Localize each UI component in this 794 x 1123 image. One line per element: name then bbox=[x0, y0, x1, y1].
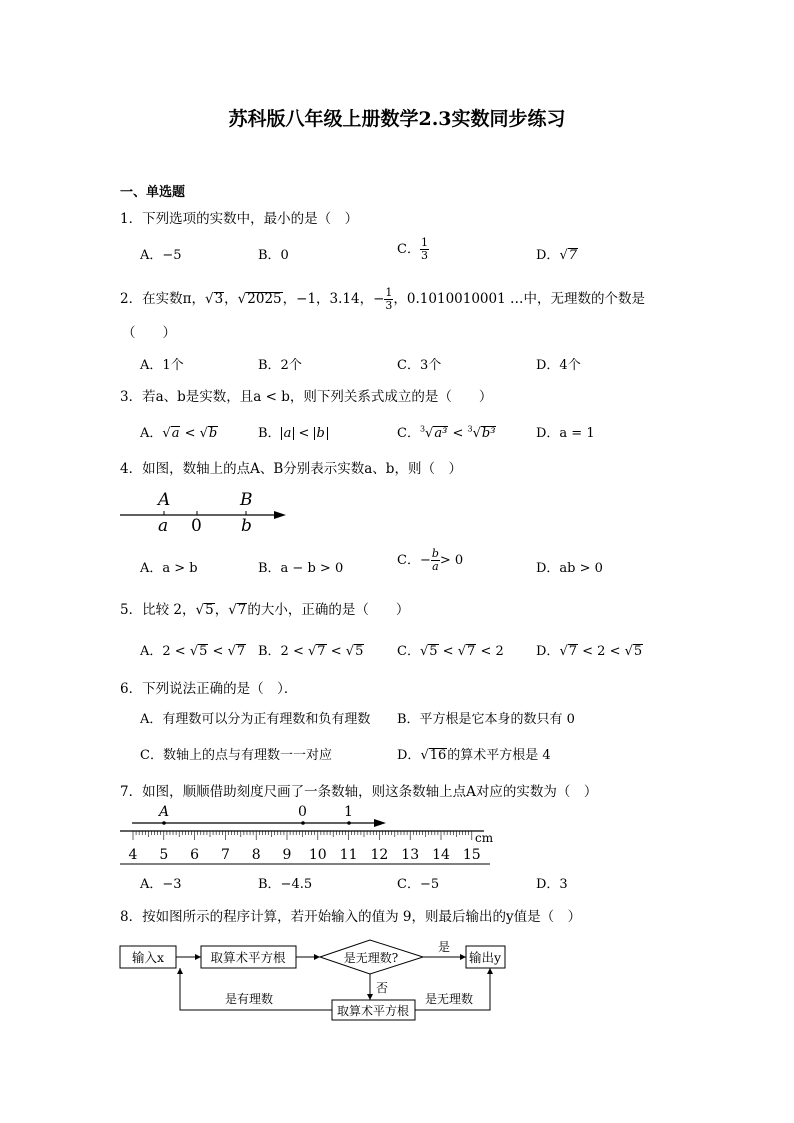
q3-option-a-prefix: A． bbox=[140, 426, 163, 441]
question-7-stem: 7．如图，顺顺借助刻度尺画了一条数轴，则这条数轴上点A对应的实数为（ ） bbox=[120, 784, 598, 800]
q1-frac-den: 3 bbox=[420, 249, 428, 262]
q6-option-d bbox=[397, 744, 551, 763]
q5-sep: ， bbox=[214, 602, 229, 618]
q1-option-d bbox=[536, 244, 578, 263]
question-6-stem: 6．下列说法正确的是（ ）． bbox=[120, 681, 298, 697]
ruler-tick-label: 8 bbox=[251, 847, 261, 863]
q4-frac-den: a bbox=[432, 560, 439, 573]
q4-option-c bbox=[397, 548, 463, 573]
ruler-tick-label: 5 bbox=[159, 847, 169, 863]
q3-option-b-prefix: B． bbox=[258, 426, 281, 441]
flow-yes-label: 是 bbox=[438, 940, 451, 954]
sqrt-icon: √ bbox=[419, 644, 429, 659]
q7-option-c: C．−5 bbox=[397, 877, 440, 892]
section-heading: 一、单选题 bbox=[120, 185, 186, 200]
q5-stem-b: 的大小，正确的是（ ） bbox=[247, 602, 410, 618]
q2-option-b: B．2个 bbox=[258, 358, 302, 373]
ruler-tick-label: 15 bbox=[462, 847, 481, 863]
q2-option-a: A．1个 bbox=[140, 358, 184, 373]
q4-label-B: B bbox=[240, 490, 253, 510]
q3-c-index-2: 3 bbox=[467, 424, 473, 434]
q3-c-left: a³ bbox=[434, 426, 448, 441]
q4-option-b: B．a − b > 0 bbox=[258, 561, 344, 576]
q2-option-d: D．4个 bbox=[536, 358, 581, 373]
ruler-tick-label: 4 bbox=[128, 847, 138, 863]
q7-point-zero bbox=[301, 821, 305, 825]
q2-root-2025: 2025 bbox=[247, 291, 282, 307]
sqrt-icon: √ bbox=[308, 644, 317, 659]
sqrt-icon: √ bbox=[472, 426, 481, 441]
q1-frac-num: 1 bbox=[420, 236, 428, 249]
q5-root-5: 5 bbox=[205, 602, 214, 618]
q5-c-mid: < bbox=[442, 644, 454, 659]
q4-fraction bbox=[431, 548, 440, 573]
ruler-tick-label: 11 bbox=[339, 847, 358, 863]
q5-option-d bbox=[536, 640, 643, 659]
q2-stem-a: 2．在实数 bbox=[120, 291, 183, 307]
ruler-tick-label: 14 bbox=[432, 847, 450, 863]
q7-label-one: 1 bbox=[344, 804, 353, 820]
flow-sqrt1-label: 取算术平方根 bbox=[210, 950, 286, 965]
arrowhead-icon bbox=[177, 968, 183, 974]
q5-a-r1: 5 bbox=[199, 644, 208, 659]
sqrt-icon: √ bbox=[425, 426, 434, 441]
q2-option-c: C．3个 bbox=[397, 358, 442, 373]
sqrt-icon: √ bbox=[189, 644, 199, 659]
q7-ruler-unit: cm bbox=[475, 831, 494, 845]
arrowhead-icon bbox=[487, 968, 493, 974]
sqrt-icon: √ bbox=[227, 644, 236, 659]
q3-c-index-1: 3 bbox=[419, 424, 426, 434]
q5-b-r2: 5 bbox=[355, 644, 364, 659]
q7-point-A bbox=[162, 821, 166, 825]
q7-option-d: D．3 bbox=[536, 877, 568, 892]
q7-point-one bbox=[347, 821, 351, 825]
q1-radicand: 7 bbox=[568, 248, 578, 263]
flow-no-label: 否 bbox=[376, 981, 389, 995]
sqrt-icon: √ bbox=[624, 644, 633, 659]
ruler-tick-label: 10 bbox=[308, 847, 327, 863]
q1-option-d-prefix: D． bbox=[536, 248, 560, 263]
q5-c-r2: 7 bbox=[467, 644, 476, 659]
q3-option-c bbox=[397, 422, 496, 441]
q5-a-pre: A．2 < bbox=[140, 644, 186, 659]
q6-radicand: 16 bbox=[429, 748, 447, 763]
q6-option-d-prefix: D． bbox=[397, 748, 421, 763]
sqrt-icon: √ bbox=[228, 602, 237, 618]
arrowhead-icon bbox=[367, 994, 373, 1000]
q4-label-b: b bbox=[241, 516, 252, 536]
q5-a-mid: < bbox=[212, 644, 224, 659]
q7-axis-arrow-icon bbox=[374, 819, 386, 827]
q5-d-pre: D． bbox=[536, 644, 560, 659]
q6-option-d-tail: 的算术平方根是 4 bbox=[447, 748, 551, 763]
question-2-paren: （ ） bbox=[122, 325, 176, 341]
q3-option-c-prefix: C． bbox=[397, 426, 420, 441]
sqrt-icon: √ bbox=[195, 602, 205, 618]
sqrt-icon: √ bbox=[559, 644, 568, 659]
q4-axis-arrow-icon bbox=[274, 511, 286, 519]
q4-frac-num: b bbox=[431, 547, 439, 560]
q1-option-a: A．−5 bbox=[140, 248, 182, 263]
q5-b-r1: 7 bbox=[317, 644, 326, 659]
q6-option-c: C．数轴上的点与有理数一一对应 bbox=[140, 748, 332, 763]
q5-option-b bbox=[258, 640, 364, 659]
flow-sqrt2-label: 取算术平方根 bbox=[336, 1004, 410, 1018]
q5-stem-a: 5．比较 2， bbox=[120, 602, 196, 618]
q5-d-r2: 5 bbox=[633, 644, 643, 659]
arrowhead-icon bbox=[314, 954, 320, 960]
q3-option-d: D．a = 1 bbox=[536, 426, 595, 441]
q2-pi: π bbox=[182, 291, 192, 307]
q6-option-a: A．有理数可以分为正有理数和负有理数 bbox=[140, 712, 371, 727]
q4-label-zero: 0 bbox=[191, 516, 202, 536]
q5-b-mid: < bbox=[330, 644, 342, 659]
q3-c-op: < bbox=[448, 426, 468, 441]
ruler-tick-label: 9 bbox=[282, 847, 292, 863]
q5-b-pre: B．2 < bbox=[258, 644, 304, 659]
q1-option-c bbox=[397, 237, 429, 262]
q4-number-line-figure bbox=[118, 486, 293, 536]
q2-root-3: 3 bbox=[214, 291, 224, 307]
sqrt-icon: √ bbox=[559, 248, 568, 263]
q4-label-A: A bbox=[158, 490, 171, 510]
q7-ruler-figure bbox=[118, 802, 498, 866]
q8-flowchart bbox=[110, 932, 520, 1026]
ruler-tick-label: 12 bbox=[370, 847, 389, 863]
q5-c-pre: C． bbox=[397, 644, 420, 659]
question-1-stem: 1．下列选项的实数中，最小的是（ ） bbox=[120, 211, 359, 227]
q2-frac-num: 1 bbox=[385, 286, 393, 299]
sqrt-icon: √ bbox=[199, 426, 208, 441]
sqrt-icon: √ bbox=[204, 291, 214, 307]
q4-option-d: D．ab > 0 bbox=[536, 561, 603, 576]
sqrt-icon: √ bbox=[345, 644, 355, 659]
q5-c-r1: 5 bbox=[429, 644, 438, 659]
q5-option-c bbox=[397, 640, 504, 659]
question-8-stem: 8．按如图所示的程序计算，若开始输入的值为 9，则最后输出的y值是（ ） bbox=[120, 909, 582, 925]
flow-irrational-label: 是无理数 bbox=[425, 992, 474, 1006]
q5-a-r2: 7 bbox=[236, 644, 246, 659]
question-4-stem: 4．如图，数轴上的点A、B分别表示实数a、b，则（ ） bbox=[120, 461, 462, 477]
question-3-stem: 3．若a、b是实数，且a < b，则下列关系式成立的是（ ） bbox=[120, 389, 493, 405]
ruler-tick-label: 7 bbox=[220, 847, 230, 863]
q3-a-right: b bbox=[208, 426, 218, 441]
q3-c-right: b³ bbox=[481, 426, 496, 441]
q3-option-b bbox=[258, 422, 328, 441]
sqrt-icon: √ bbox=[162, 426, 171, 441]
q3-b-left: a bbox=[281, 427, 295, 440]
q3-a-left: a bbox=[171, 426, 180, 441]
q2-sep-1: ， bbox=[191, 291, 205, 307]
q3-a-op: < bbox=[180, 426, 200, 441]
ruler-tick-label: 13 bbox=[401, 847, 420, 863]
sqrt-icon: √ bbox=[457, 644, 467, 659]
question-5-stem bbox=[120, 598, 409, 618]
q2-sep-2: ， bbox=[224, 291, 238, 307]
q4-option-c-tail: > 0 bbox=[439, 553, 464, 568]
arrowhead-icon bbox=[460, 954, 466, 960]
flow-input-label: 输入x bbox=[131, 950, 165, 965]
q4-option-a: A．a > b bbox=[140, 561, 198, 576]
q7-label-zero: 0 bbox=[298, 804, 307, 820]
q7-ruler-ticks bbox=[133, 831, 472, 840]
q2-frac-den: 3 bbox=[385, 299, 393, 312]
q1-option-c-prefix: C． bbox=[397, 242, 420, 257]
arrowhead-icon bbox=[195, 954, 201, 960]
q7-option-a: A．−3 bbox=[140, 877, 182, 892]
sqrt-icon: √ bbox=[237, 291, 247, 307]
flow-output-label: 输出y bbox=[468, 950, 502, 965]
flow-decision-label: 是无理数? bbox=[343, 951, 399, 965]
q7-option-b: B．−4.5 bbox=[258, 877, 313, 892]
q7-ruler-labels bbox=[129, 847, 481, 863]
q3-b-right: b bbox=[314, 427, 328, 440]
q2-tail: ，0.1010010001 …中，无理数的个数是 bbox=[393, 291, 645, 307]
q4-option-c-prefix: C．− bbox=[397, 553, 431, 568]
page-title: 苏科版八年级上册数学2.3实数同步练习 bbox=[228, 108, 566, 130]
q5-c-tail: < 2 bbox=[480, 644, 504, 659]
q5-d-r1: 7 bbox=[568, 644, 578, 659]
q4-label-a: a bbox=[158, 516, 169, 536]
q5-option-a bbox=[140, 640, 246, 659]
q3-option-a bbox=[140, 422, 218, 441]
ruler-tick-label: 6 bbox=[190, 847, 200, 863]
q3-b-op: < bbox=[294, 426, 314, 441]
q6-option-b: B．平方根是它本身的数只有 0 bbox=[397, 712, 575, 727]
question-2-stem bbox=[120, 287, 645, 312]
q1-option-b: B．0 bbox=[258, 248, 289, 263]
flow-rational-label: 是有理数 bbox=[225, 992, 274, 1006]
q5-d-tail: < 2 < bbox=[582, 644, 621, 659]
q2-mid: ，−1，3.14，− bbox=[282, 291, 385, 307]
sqrt-icon: √ bbox=[420, 748, 429, 763]
q7-label-A: A bbox=[159, 804, 170, 820]
q5-root-7: 7 bbox=[237, 602, 247, 618]
q1-fraction bbox=[420, 237, 429, 262]
